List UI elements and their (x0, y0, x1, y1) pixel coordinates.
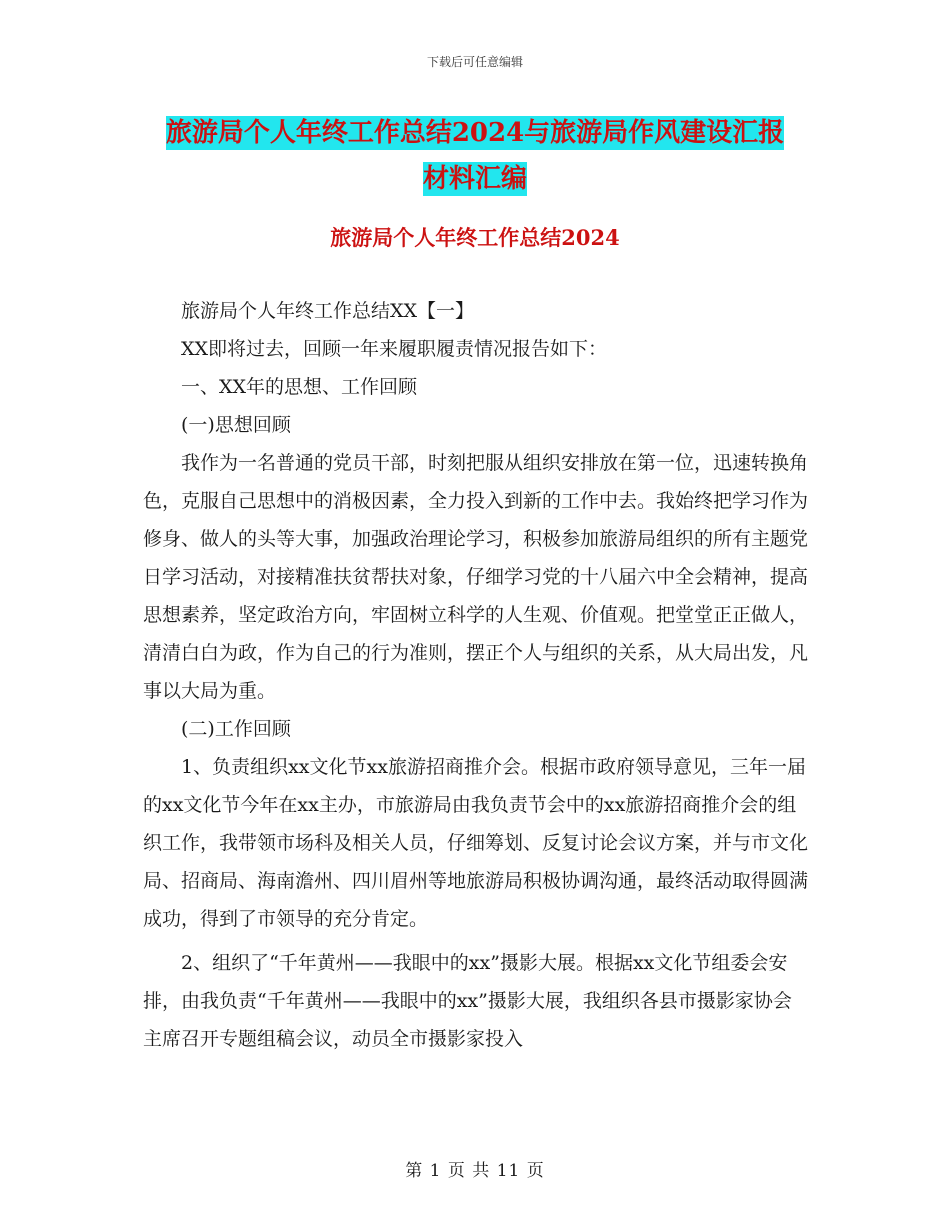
section-title: 旅游局个人年终工作总结2024 (330, 225, 620, 250)
page-footer: 第 1 页 共 11 页 (405, 1161, 545, 1181)
paragraph: 旅游局个人年终工作总结XX【一】 (181, 300, 475, 322)
document-title (0, 110, 950, 202)
paragraph: (一)思想回顾 (181, 414, 291, 436)
document-body (143, 292, 808, 1058)
paragraph: 我作为一名普通的党员干部，时刻把服从组织安排放在第一位，迅速转换角色，克服自己思想中的消极因素，全力投入到新的工作中去。我始终把学习作为修身、做人的头等大事，加强政治理论学习，积极参加旅游局组织的所有主题党日学习活动，对接精准扶贫帮扶对象，仔细学习党的十八届六中全会精神，提高思想素养，坚定政治方向，牢固树立科学的人生观、价值观。把堂堂正正做人，清清白白为政，作为自己的行为准则，摆正个人与组织的关系，从大局出发，凡事以大局为重。 (143, 452, 809, 702)
paragraph: 1、负责组织xx文化节xx旅游招商推介会。根据市政府领导意见，三年一届的xx文化节今年在xx主办，市旅游局由我负责节会中的xx旅游招商推介会的组织工作，我带领市场科及相关人员，仔细筹划、反复讨论会议方案，并与市文化局、招商局、海南澹州、四川眉州等地旅游局积极协调沟通，最终活动取得圆满成功，得到了市领导的充分肯定。 (143, 756, 809, 930)
document-title-line-1: 旅游局个人年终工作总结2024与旅游局作风建设汇报 (165, 118, 785, 148)
paragraph: 一、XX年的思想、工作回顾 (181, 376, 418, 398)
paragraph: XX即将过去，回顾一年来履职履责情况报告如下： (181, 338, 608, 360)
paragraph: 2、组织了“千年黄州——我眼中的xx”摄影大展。根据xx文化节组委会安排，由我负责“千年黄州——我眼中的xx”摄影大展，我组织各县市摄影家协会主席召开专题组稿会议，动员全市摄影家投入 (143, 952, 792, 1050)
header-note: 下载后可任意编辑 (426, 55, 523, 69)
document-title-line-2: 材料汇编 (422, 164, 527, 194)
paragraph: (二)工作回顾 (181, 718, 291, 740)
